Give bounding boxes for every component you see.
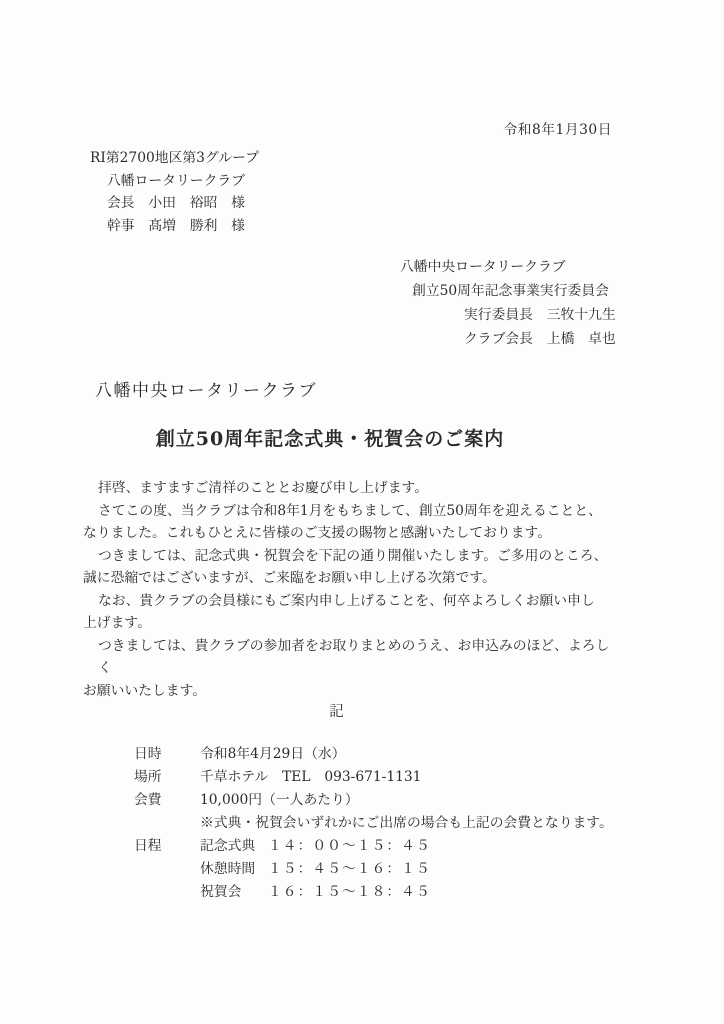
detail-value: 10,000円（一人あたり） <box>200 792 359 808</box>
sender-chair-line: 実行委員長 三牧十九生 <box>464 307 616 323</box>
detail-label: 日時 <box>134 746 162 762</box>
detail-value: 令和8年4月29日（水） <box>200 746 346 762</box>
detail-label-empty <box>134 812 200 835</box>
schedule-row <box>134 835 613 858</box>
letter-body <box>83 477 623 702</box>
schedule-event-name: 休憩時間 <box>200 861 256 877</box>
detail-label-empty <box>134 881 200 904</box>
body-line: 上げます。 <box>83 615 151 631</box>
detail-label: 会費 <box>134 792 162 808</box>
body-line: なりました。これもひとえに皆様のご支援の賜物と感謝いたしております。 <box>83 525 551 541</box>
body-line: なお、貴クラブの会員様にもご案内申し上げることを、何卒よろしくお願い申し <box>98 592 595 609</box>
club-name-heading: 八幡中央ロータリークラブ <box>95 381 317 401</box>
sender-committee-name: 創立50周年記念事業実行委員会 <box>412 283 609 299</box>
schedule-event-time: １５：４５～１６：１５ <box>268 861 431 877</box>
body-line: お願いいたします。 <box>83 682 207 699</box>
sender-block <box>0 255 616 351</box>
recipient-district-group: RI第2700地区第3グループ <box>90 150 259 166</box>
body-line: つきましては、貴クラブの参加者をお取りまとめのうえ、お申込みのほど、よろしく <box>98 637 610 676</box>
fee-note: ※式典・祝賀会いずれかにご出席の場合も上記の会費となります。 <box>200 815 613 831</box>
detail-row-place <box>134 766 613 789</box>
detail-label: 場所 <box>134 769 162 785</box>
body-line: つきましては、記念式典・祝賀会を下記の通り開催いたします。ご多用のところ、 <box>98 547 608 564</box>
letter-title: 創立50周年記念式典・祝賀会のご案内 <box>155 428 505 450</box>
detail-row-fee <box>134 789 613 812</box>
schedule-event-time: １４：００～１５：４５ <box>268 838 431 854</box>
schedule-event-time: １６：１５～１８：４５ <box>268 884 431 900</box>
body-line: さてこの度、当クラブは令和8年1月をもちまして、創立50周年を迎えることと、 <box>98 502 602 519</box>
detail-label: 日程 <box>134 838 162 854</box>
body-line: 誠に恐縮ではございますが、ご来臨をお願い申し上げる次第です。 <box>83 570 496 586</box>
letter-date: 令和8年1月30日 <box>503 122 612 138</box>
recipient-president-line: 会長 小田 裕昭 様 <box>107 195 245 211</box>
schedule-row <box>134 858 613 881</box>
schedule-event-name: 祝賀会 <box>200 884 242 900</box>
record-mark: 記 <box>329 704 345 720</box>
detail-row-fee-note <box>134 812 613 835</box>
detail-value: 千草ホテル TEL 093-671-1131 <box>200 769 422 785</box>
sender-club-name: 八幡中央ロータリークラブ <box>400 259 566 275</box>
recipient-block <box>90 147 259 237</box>
schedule-event-name: 記念式典 <box>200 838 256 854</box>
recipient-club-name: 八幡ロータリークラブ <box>107 172 245 189</box>
schedule-row <box>134 881 613 904</box>
details-section <box>134 743 613 904</box>
body-line: 拝啓、ますますご清祥のこととお慶び申し上げます。 <box>98 480 429 496</box>
sender-club-president-line: クラブ会長 上橋 卓也 <box>464 331 616 347</box>
detail-label-empty <box>134 858 200 881</box>
detail-row-datetime <box>134 743 613 766</box>
recipient-secretary-line: 幹事 髙増 勝利 様 <box>107 217 245 234</box>
